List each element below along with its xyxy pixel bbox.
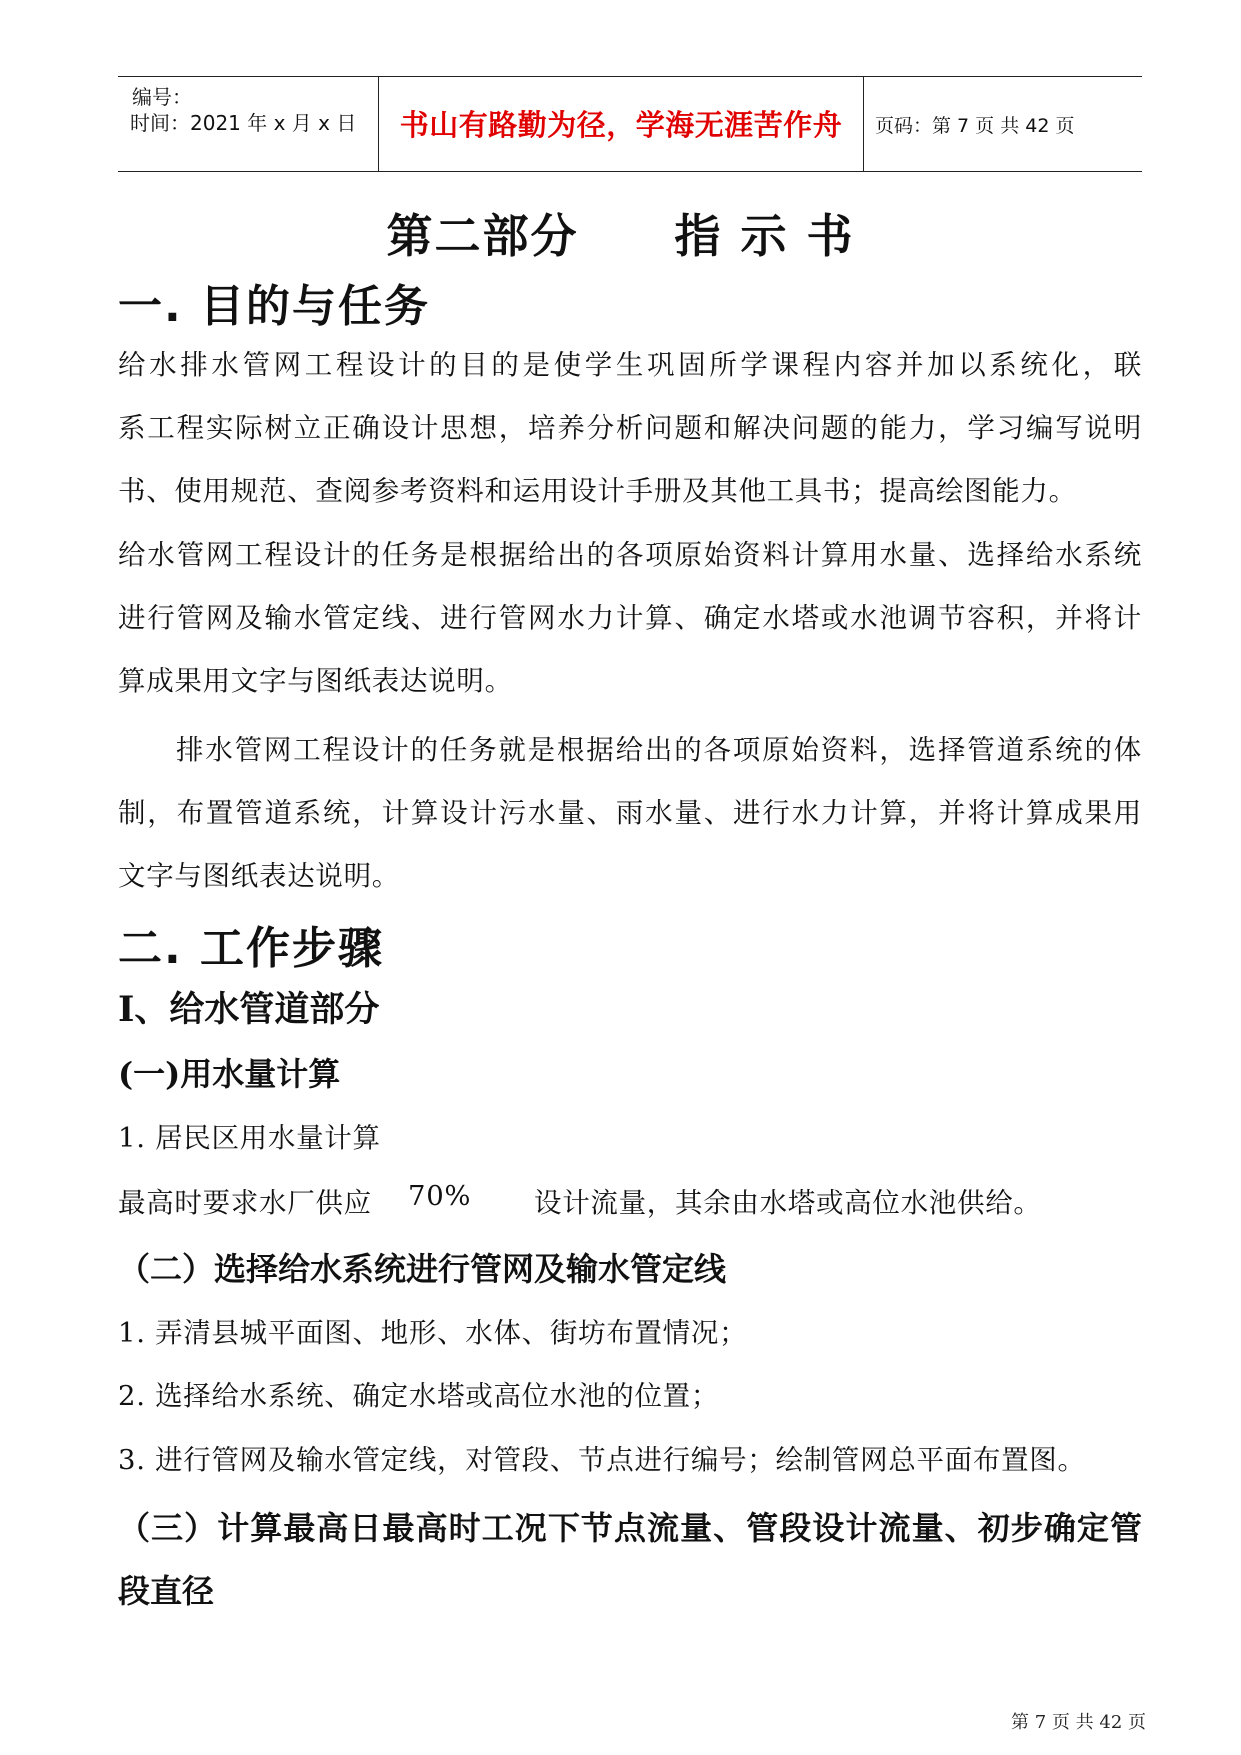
para2-line2: 进行管网及输水管定线、进行管网水力计算、确定水塔或水池调节容积，并将计 (118, 602, 1142, 634)
para3-line3: 文字与图纸表达说明。 (118, 860, 400, 892)
supply-line-percent: 70% (408, 1180, 472, 1212)
motto-text: 书山有路勤为径，学海无涯苦作舟 (399, 108, 843, 142)
item-residential-demand: 1. 居民区用水量计算 (118, 1122, 381, 1154)
number-label: 编号： (132, 85, 192, 109)
para3-line2: 制，布置管道系统，计算设计污水量、雨水量、进行水力计算，并将计算成果用 (118, 797, 1142, 829)
subheading-node-flow-line1: （三）计算最高日最高时工况下节点流量、管段设计流量、初步确定管 (118, 1509, 1142, 1547)
para1-line1: 给水排水管网工程设计的目的是使学生巩固所学课程内容并加以系统化，联 (118, 349, 1142, 381)
header-motto (378, 77, 864, 171)
para2-line3: 算成果用文字与图纸表达说明。 (118, 665, 513, 697)
section-heading-steps: 二. 工作步骤 (118, 923, 385, 974)
para1-line2: 系工程实际树立正确设计思想，培养分析问题和解决问题的能力，学习编写说明 (118, 412, 1142, 444)
subheading-node-flow-line2: 段直径 (118, 1572, 215, 1610)
system-item-1: 1. 弄清县城平面图、地形、水体、街坊布置情况； (118, 1317, 748, 1349)
subheading-water-demand: (一)用水量计算 (118, 1055, 341, 1093)
section-heading-purpose: 一. 目的与任务 (118, 281, 431, 332)
supply-line-prefix: 最高时要求水厂供应 (118, 1187, 372, 1219)
header-meta (118, 77, 378, 171)
header-page-info (863, 77, 1142, 171)
page-footer: 第 7 页 共 42 页 (1011, 1712, 1146, 1733)
document-title: 第二部分 指 示 书 (386, 209, 855, 263)
para2-line1: 给水管网工程设计的任务是根据给出的各项原始资料计算用水量、选择给水系统 (118, 539, 1142, 571)
part-heading-water-supply: I、给水管道部分 (118, 989, 380, 1030)
page-info-text: 页码：第 7 页 共 42 页 (875, 115, 1075, 137)
subheading-system-selection: （二）选择给水系统进行管网及输水管定线 (118, 1250, 727, 1288)
page-header (118, 76, 1142, 172)
supply-line-suffix: 设计流量，其余由水塔或高位水池供给。 (534, 1187, 1042, 1219)
para3-line1: 排水管网工程设计的任务就是根据给出的各项原始资料，选择管道系统的体 (176, 734, 1142, 766)
para1-line3: 书、使用规范、查阅参考资料和运用设计手册及其他工具书；提高绘图能力。 (118, 475, 1077, 507)
system-item-3: 3. 进行管网及输水管定线，对管段、节点进行编号；绘制管网总平面布置图。 (118, 1444, 1086, 1476)
time-label: 时间：2021 年 x 月 x 日 (130, 111, 357, 135)
system-item-2: 2. 选择给水系统、确定水塔或高位水池的位置； (118, 1380, 720, 1412)
